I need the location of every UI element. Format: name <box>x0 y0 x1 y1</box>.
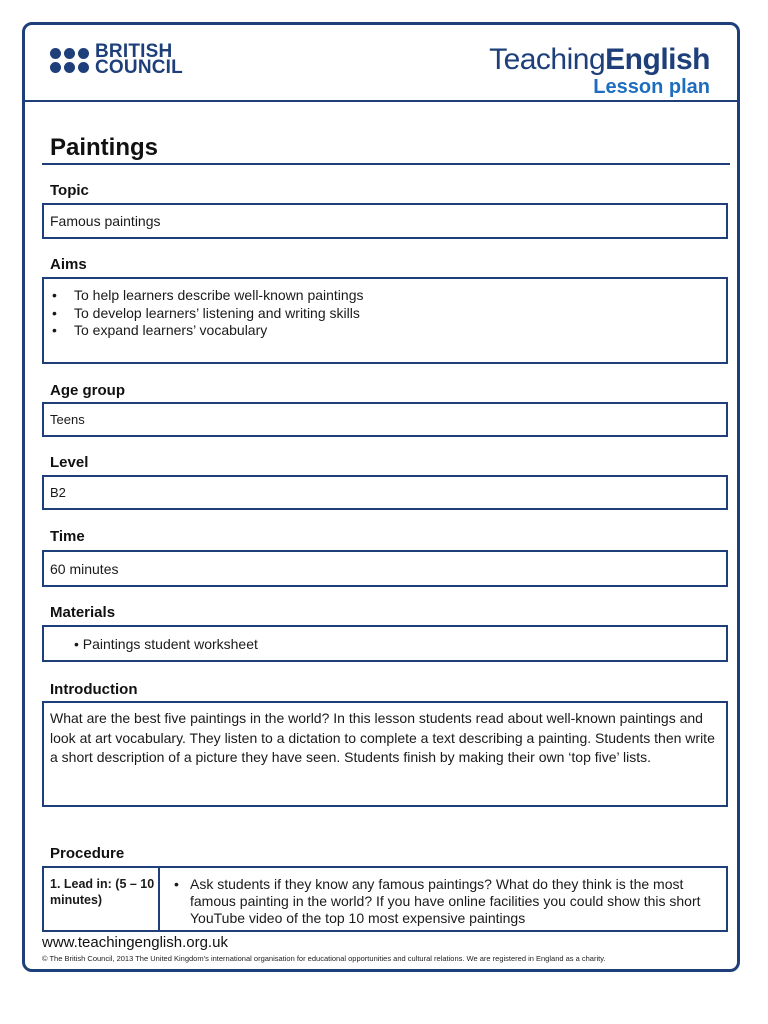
procedure-label: Procedure <box>50 845 125 862</box>
introduction-text: What are the best five paintings in the world? In this lesson students read about well-known paintings and look at art vocabulary. They listen to a dictation to complete a text describing a painting. Students then write a short description of a picture they have seen. Students finish by making their own ‘top five’ lists. <box>50 710 715 765</box>
topic-value: Famous paintings <box>50 213 161 229</box>
time-box <box>42 550 728 587</box>
procedure-step-text: • Ask students if they know any famous paintings? What do they think is the most famous painting in the world? If you have online facilities you could show this short YouTube video of the top 10 most expensive paintings <box>168 876 718 927</box>
footer-url: www.teachingenglish.org.uk <box>42 934 228 951</box>
aims-item: • To expand learners’ vocabulary <box>74 322 364 340</box>
aims-box <box>42 277 728 364</box>
age-group-value: Teens <box>50 412 85 427</box>
teaching-english-wordmark: TeachingEnglish <box>489 43 710 76</box>
aims-label: Aims <box>50 256 87 273</box>
lesson-plan-label: Lesson plan <box>593 76 710 98</box>
age-group-box <box>42 402 728 437</box>
page-title: Paintings <box>50 134 159 161</box>
time-value: 60 minutes <box>50 561 119 577</box>
introduction-label: Introduction <box>50 681 138 698</box>
aims-list <box>74 287 364 340</box>
materials-box <box>42 625 728 662</box>
materials-value: • Paintings student worksheet <box>74 636 258 652</box>
header-divider <box>22 100 740 102</box>
teaching-english-logo <box>489 44 710 98</box>
procedure-table <box>42 866 728 932</box>
british-council-wordmark: BRITISH COUNCIL <box>95 41 183 78</box>
introduction-box <box>42 701 728 807</box>
footer-copyright: © The British Council, 2013 The United Kingdom’s international organisation for educational opportunities and cultural relations. We are registered in England as a charity. <box>42 954 606 963</box>
british-council-logo <box>50 41 183 78</box>
level-label: Level <box>50 454 89 471</box>
title-divider <box>42 163 730 165</box>
level-value: B2 <box>50 485 66 500</box>
topic-label: Topic <box>50 182 89 199</box>
aims-item: • To help learners describe well-known paintings <box>74 287 364 305</box>
aims-item: • To develop learners’ listening and writing skills <box>74 305 364 323</box>
topic-box <box>42 203 728 239</box>
procedure-stage: 1. Lead in: (5 – 10 minutes) <box>44 868 160 930</box>
age-group-label: Age group <box>50 382 125 399</box>
time-label: Time <box>50 528 85 545</box>
british-council-dots-icon <box>50 48 89 73</box>
materials-label: Materials <box>50 604 116 621</box>
level-box <box>42 475 728 510</box>
